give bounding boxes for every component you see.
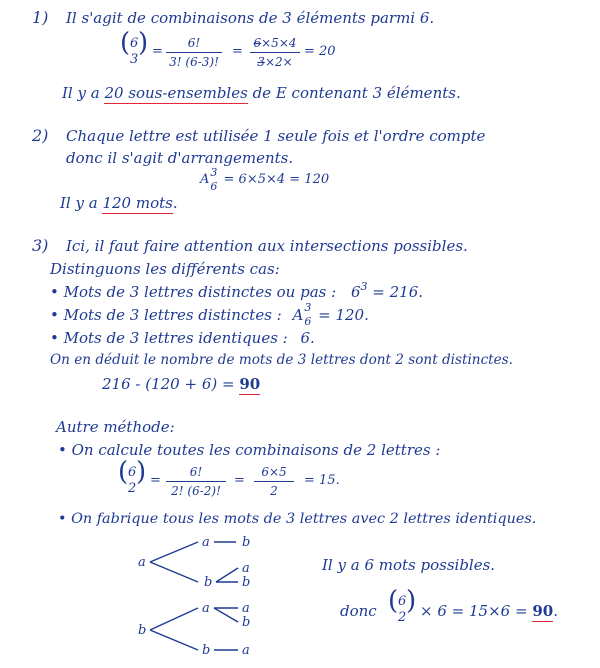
q3-alt2: • On fabrique tous les mots de 3 lettres avec 2 lettres identiques. xyxy=(58,511,537,527)
q3-line1: Ici, il faut faire attention aux intersections possibles. xyxy=(66,237,468,255)
q3-alt1-frac1-den: 2! (6-2)! xyxy=(171,484,221,498)
q3-calc-result: 90 xyxy=(239,375,261,393)
q3-possible: Il y a 6 mots possibles. xyxy=(322,556,496,574)
tree-branch-2 xyxy=(150,562,198,582)
q1-binom-bottom: 3 xyxy=(130,52,139,67)
q2-line1: Chaque lettre est utilisée 1 seule fois et l'ordre compte xyxy=(66,127,486,145)
q3-alt1-fraction-1 xyxy=(166,465,226,498)
q2-formula-sup: 3 xyxy=(210,166,218,179)
q3-case2-res: = 120. xyxy=(318,306,369,324)
q3-alt1-equals-2: = xyxy=(234,473,245,488)
q3-case2-sup: 3 xyxy=(304,301,312,314)
tree-branch-7 xyxy=(150,630,198,650)
tree-node-3: b xyxy=(242,535,251,550)
q1-equals-1: = xyxy=(152,44,163,59)
q3-final xyxy=(340,604,377,619)
tree-node-12: a xyxy=(242,643,250,658)
tree-node-2: a xyxy=(202,535,210,550)
q1-conclusion xyxy=(62,86,461,101)
q3-alt1-equals-1: = xyxy=(150,473,161,488)
q3-final-donc: donc xyxy=(340,602,377,620)
tree-node-7: b xyxy=(138,623,147,638)
q2-number: 2) xyxy=(32,126,49,145)
q3-alt1-binom-top: 6 xyxy=(128,465,137,480)
q3-case1 xyxy=(50,280,424,301)
q3-case3-text: • Mots de 3 lettres identiques : xyxy=(50,329,288,347)
q3-case1-res: = 216. xyxy=(372,283,424,301)
q1-binomial: ( 6 3 ) xyxy=(120,28,149,67)
q1-frac2-num-rest: ×5×4 xyxy=(261,36,297,50)
q3-alt1: • On calcule toutes les combinaisons de 2 lettres : xyxy=(58,441,441,459)
q1-frac2-den-strike: 3 xyxy=(257,55,265,69)
q1-conclusion-pre: Il y a xyxy=(62,84,100,102)
q3-final-expr xyxy=(420,604,558,619)
q3-case2-text: • Mots de 3 lettres distinctes : xyxy=(50,306,282,324)
q2-conclusion-pre: Il y a xyxy=(60,194,98,212)
q1-intro: Il s'agit de combinaisons de 3 éléments parmi 6. xyxy=(66,9,435,27)
q1-conclusion-highlight: 20 sous-ensembles xyxy=(104,84,248,102)
word-tree-diagram xyxy=(118,532,298,662)
tree-branch-4 xyxy=(216,568,238,582)
q3-alt1-binom-bottom: 2 xyxy=(128,481,137,496)
q3-alt1-fraction-2 xyxy=(254,465,294,498)
q1-frac2-num-strike: 6 xyxy=(253,36,262,50)
q3-final-binomial: ( 6 2 ) xyxy=(388,586,417,625)
q1-result: = 20 xyxy=(304,44,336,59)
q3-case1-sup: 3 xyxy=(360,280,368,293)
tree-branch-1 xyxy=(150,542,198,562)
tree-node-11: b xyxy=(202,643,211,658)
q3-case3-res: 6. xyxy=(300,329,315,347)
q3-final-binom-top: 6 xyxy=(398,594,407,609)
q2-conclusion-post: . xyxy=(172,194,178,212)
q3-deduce: On en déduit le nombre de mots de 3 lettres dont 2 sont distinctes. xyxy=(50,352,513,368)
q2-formula-rest: = 6×5×4 = 120 xyxy=(223,172,330,187)
tree-branch-9 xyxy=(214,608,238,622)
tree-node-8: a xyxy=(202,601,210,616)
q3-alt1-frac2-num: 6×5 xyxy=(261,465,287,479)
tree-node-6: b xyxy=(242,575,251,590)
q3-number: 3) xyxy=(32,236,49,255)
q1-binom-top: 6 xyxy=(130,36,139,51)
q3-final-result: 90 xyxy=(532,602,554,620)
q3-alt1-frac2-den: 2 xyxy=(270,484,278,498)
q3-final-rest: × 6 = 15×6 = xyxy=(420,602,528,620)
q3-case2 xyxy=(50,301,369,328)
q1-frac1-num: 6! xyxy=(187,36,201,50)
q1-conclusion-post: de E contenant 3 éléments. xyxy=(252,84,461,102)
q3-alt1-res: = 15. xyxy=(304,473,340,488)
q3-alt-title: Autre méthode: xyxy=(56,418,175,436)
tree-node-4: a xyxy=(242,561,250,576)
q1-frac2-den-rest: ×2× xyxy=(264,55,293,69)
q2-conclusion-highlight: 120 mots xyxy=(102,194,173,212)
tree-node-5: b xyxy=(204,575,213,590)
q3-calc-text: 216 - (120 + 6) = xyxy=(102,375,235,393)
q3-case3 xyxy=(50,331,315,346)
q3-calc xyxy=(102,377,260,392)
q3-alt1-frac1-num: 6! xyxy=(189,465,203,479)
q3-case1-text: • Mots de 3 lettres distinctes ou pas : xyxy=(50,283,337,301)
q3-final-binom-bottom: 2 xyxy=(398,610,407,625)
q1-equals-2: = xyxy=(232,44,243,59)
q2-line2: donc il s'agit d'arrangements. xyxy=(66,149,294,167)
tree-branch-6 xyxy=(150,608,198,630)
q1-frac1-den: 3! (6-3)! xyxy=(169,55,219,69)
q3-final-dot: . xyxy=(553,602,558,620)
q1-fraction-1 xyxy=(166,36,222,69)
q3-case2-sub: 6 xyxy=(304,315,312,328)
tree-node-1: a xyxy=(138,555,146,570)
q2-formula-sub: 6 xyxy=(210,180,218,193)
tree-node-10: b xyxy=(242,615,251,630)
q1-fraction-2 xyxy=(250,36,300,69)
q3-case2-A: A xyxy=(292,306,304,324)
q1-number: 1) xyxy=(32,8,49,27)
q3-alt1-binomial: ( 6 2 ) xyxy=(118,457,147,496)
q2-conclusion xyxy=(60,196,178,211)
q3-case1-val: 6 xyxy=(350,283,361,301)
q2-formula-A: A xyxy=(200,172,210,187)
q3-line2: Distinguons les différents cas: xyxy=(50,260,280,278)
tree-node-9: a xyxy=(242,601,250,616)
q2-formula xyxy=(200,166,330,193)
